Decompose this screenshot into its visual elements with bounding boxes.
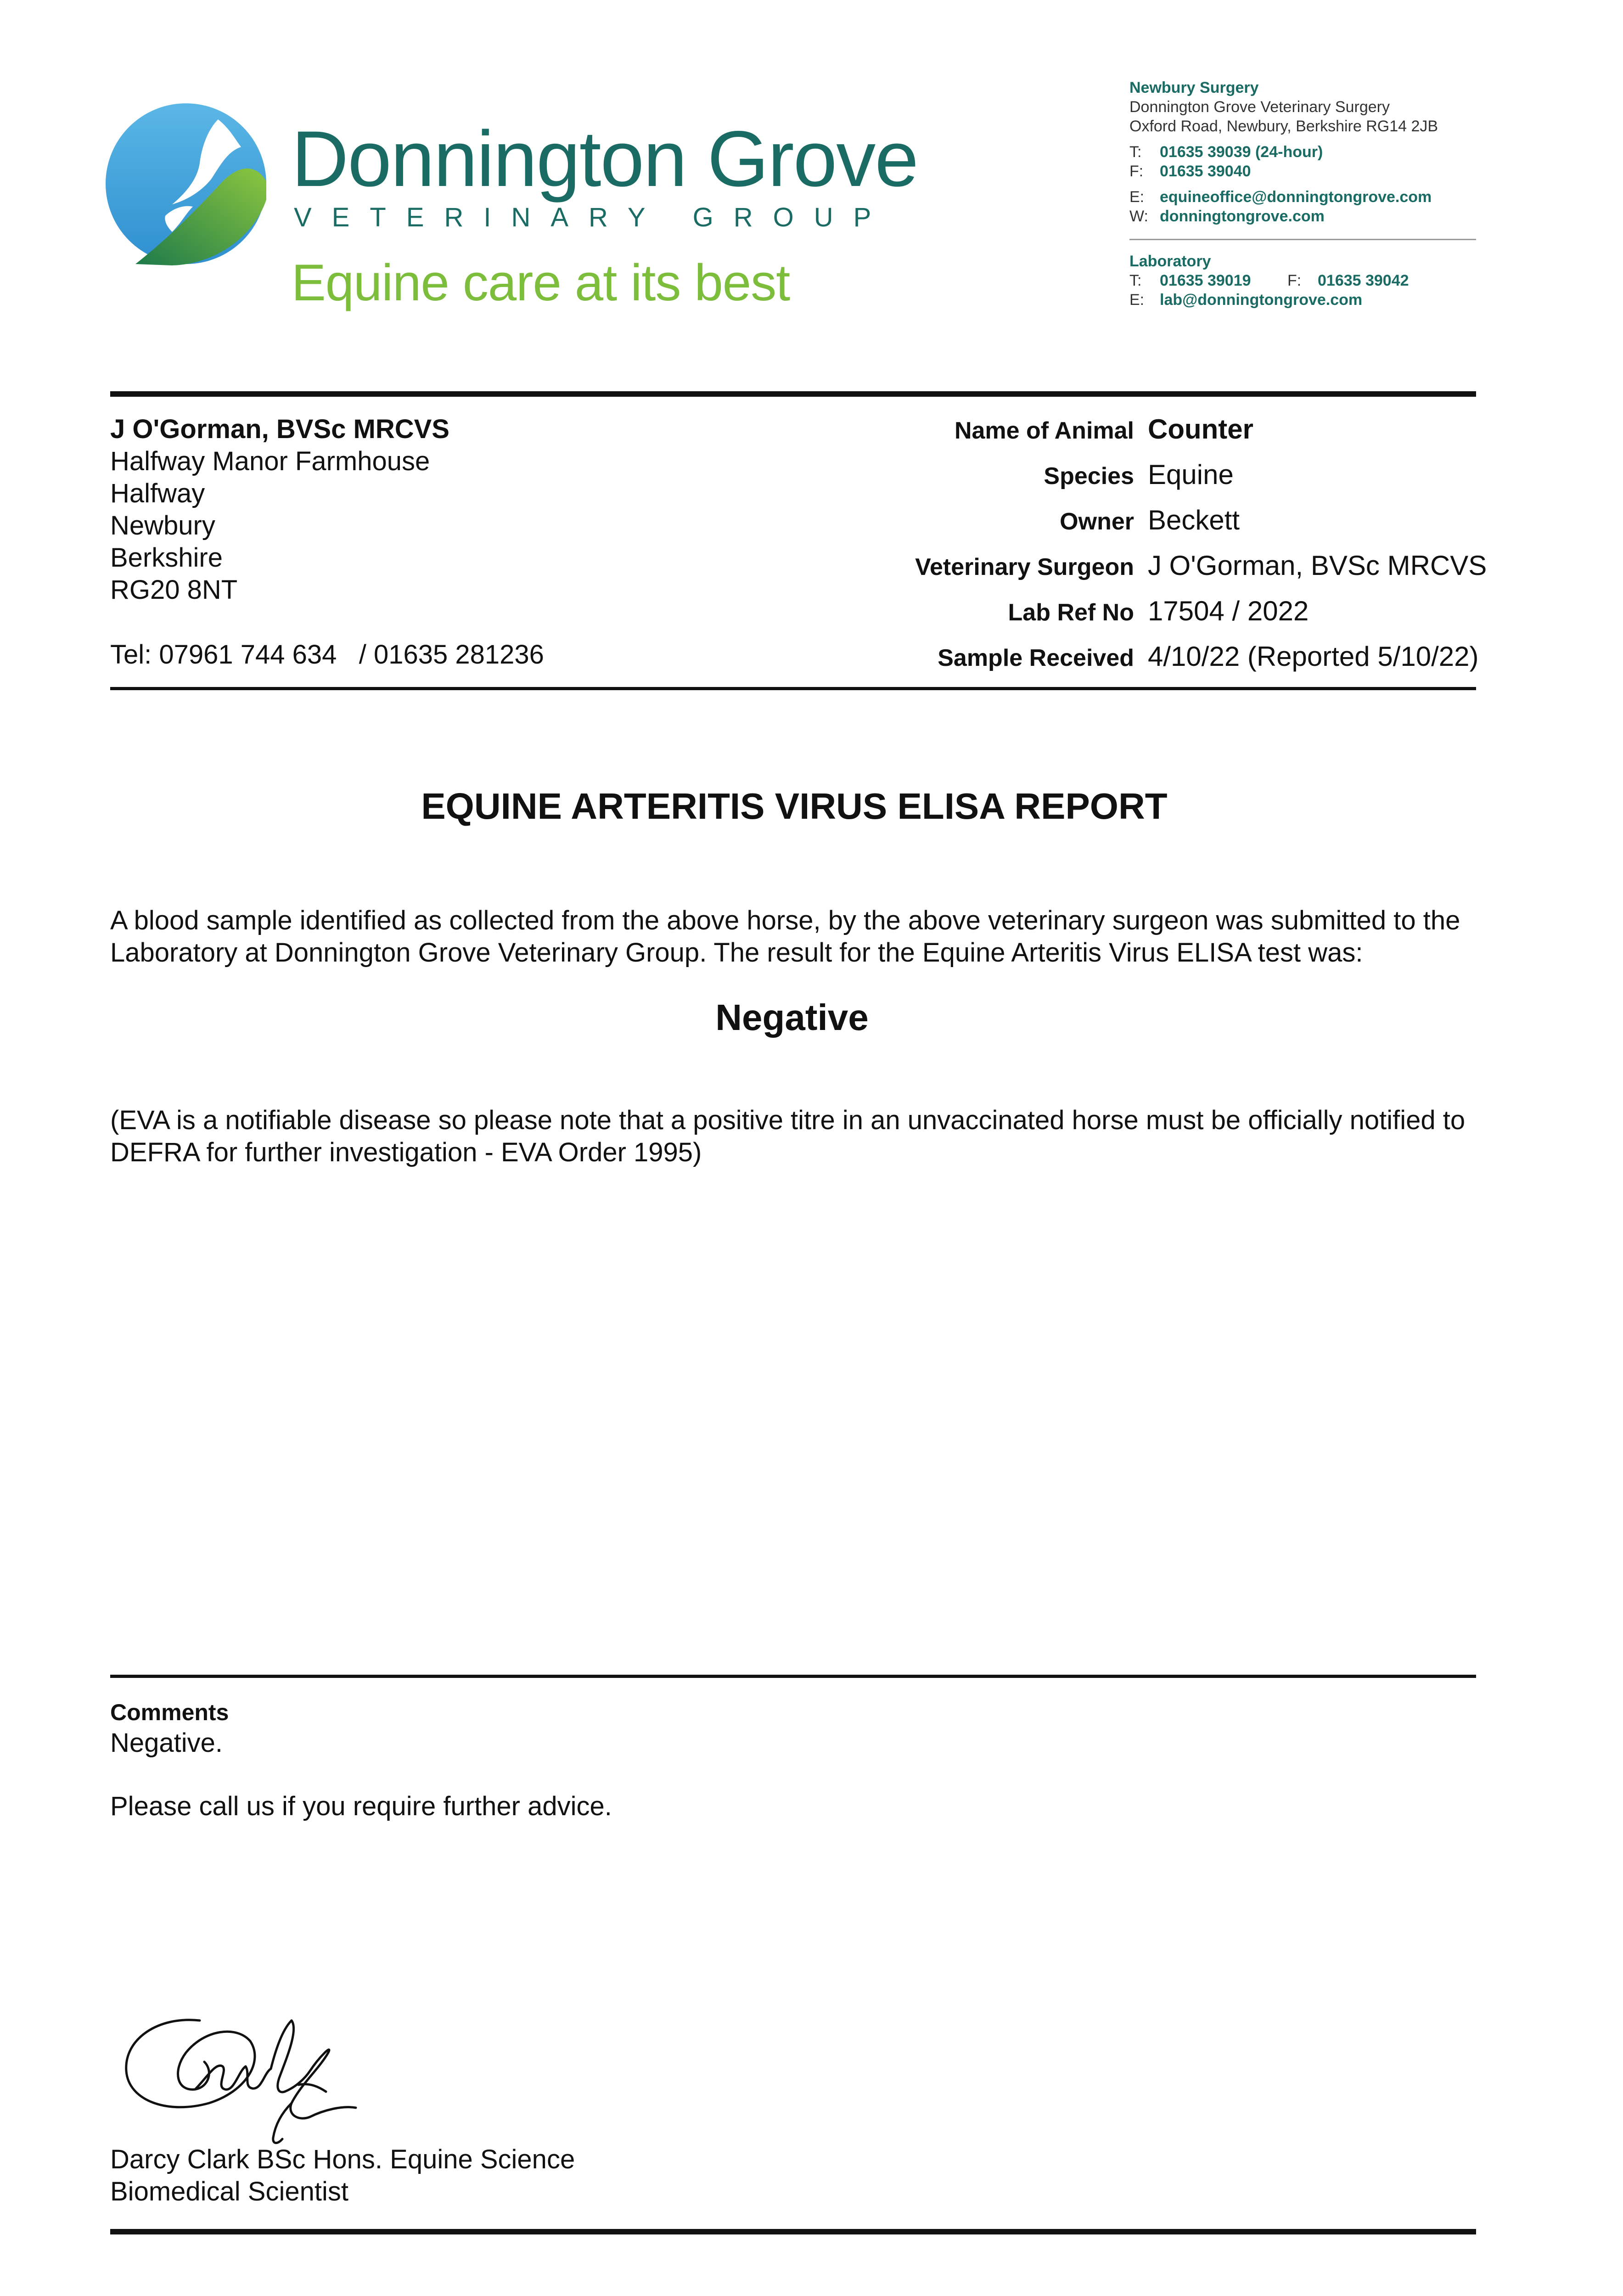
newbury-surgery-contact [1129,78,1438,226]
info-label: Species [1044,463,1134,490]
animal-info [900,413,1497,686]
brand-name: Donnington Grove [292,115,918,203]
lab-fax-key: F: [1287,272,1302,289]
info-value: Counter [1148,414,1253,445]
address-line: Berkshire [110,543,223,573]
newbury-email-link[interactable]: equineoffice@donningtongrove.com [1160,188,1432,206]
info-value: 17504 / 2022 [1148,596,1309,626]
newbury-address-line2: Oxford Road, Newbury, Berkshire RG14 2JB [1129,118,1438,135]
lab-heading: Laboratory [1129,253,1211,270]
header-contact-divider [1129,239,1476,240]
report-title: EQUINE ARTERITIS VIRUS ELISA REPORT [421,786,1168,827]
comments-heading: Comments [110,1699,229,1725]
comments-text: Negative. [110,1728,223,1758]
address-line: Halfway [110,478,205,508]
info-row-vet [900,550,1497,595]
address-line: RG20 8NT [110,575,238,605]
newbury-fax: 01635 39040 [1160,163,1251,180]
comments-rule [110,1675,1476,1678]
info-label: Veterinary Surgeon [915,554,1134,580]
lab-email-key: E: [1129,291,1145,309]
lab-fax: 01635 39042 [1318,272,1409,289]
info-value: J O'Gorman, BVSc MRCVS [1148,550,1487,581]
newbury-web-link[interactable]: donningtongrove.com [1160,208,1325,225]
brand-subtitle: VETERINARY GROUP [294,203,892,232]
laboratory-contact [1129,252,1409,310]
newbury-address-line1: Donnington Grove Veterinary Surgery [1129,98,1390,116]
lab-tel: 01635 39019 [1160,272,1251,289]
info-label: Sample Received [938,645,1134,671]
newbury-fax-key: F: [1129,163,1144,180]
details-rule [110,687,1476,690]
notifiable-note: (EVA is a notifiable disease so please note that a positive titre in an unvaccinated horse must be officially notified to DEFRA for further investigation - EVA Order 1995) [110,1105,1466,1167]
info-label: Lab Ref No [1008,599,1134,626]
report-intro: A blood sample identified as collected from the above horse, by the above veterinary surgeon was submitted to the Laboratory at Donnington Grove Veterinary Group. The result for the Equine Arteritis Virus ELISA test was: [110,906,1460,968]
recipient-name: J O'Gorman, BVSc MRCVS [110,414,449,444]
info-label: Name of Animal [954,417,1134,444]
lab-tel-key: T: [1129,272,1142,289]
recipient-tel: Tel: 07961 744 634 / 01635 281236 [110,640,544,670]
info-value: 4/10/22 (Reported 5/10/22) [1148,641,1479,672]
brand-tagline: Equine care at its best [292,254,790,311]
signatory-role: Biomedical Scientist [110,2177,348,2206]
info-row-owner [900,504,1497,550]
info-value: Equine [1148,459,1234,490]
info-row-sample [900,641,1497,686]
info-label: Owner [1060,508,1134,535]
info-row-name [900,413,1497,459]
logo-icon [103,101,269,266]
test-result: Negative [715,997,869,1038]
newbury-tel-key: T: [1129,143,1142,161]
newbury-tel: 01635 39039 (24-hour) [1160,143,1323,161]
advice-text: Please call us if you require further advice. [110,1791,612,1821]
info-row-species [900,459,1497,504]
address-line: Newbury [110,511,215,540]
info-row-lab-ref [900,595,1497,641]
newbury-email-key: E: [1129,188,1145,206]
bottom-rule [110,2229,1476,2234]
top-rule [110,391,1476,397]
recipient-address [110,413,449,606]
newbury-web-key: W: [1129,208,1148,225]
signature-image [117,1993,360,2149]
newbury-heading: Newbury Surgery [1129,79,1259,96]
info-value: Beckett [1148,505,1240,535]
signatory-name: Darcy Clark BSc Hons. Equine Science [110,2144,575,2174]
address-line: Halfway Manor Farmhouse [110,446,430,476]
lab-email-link[interactable]: lab@donningtongrove.com [1160,291,1363,309]
